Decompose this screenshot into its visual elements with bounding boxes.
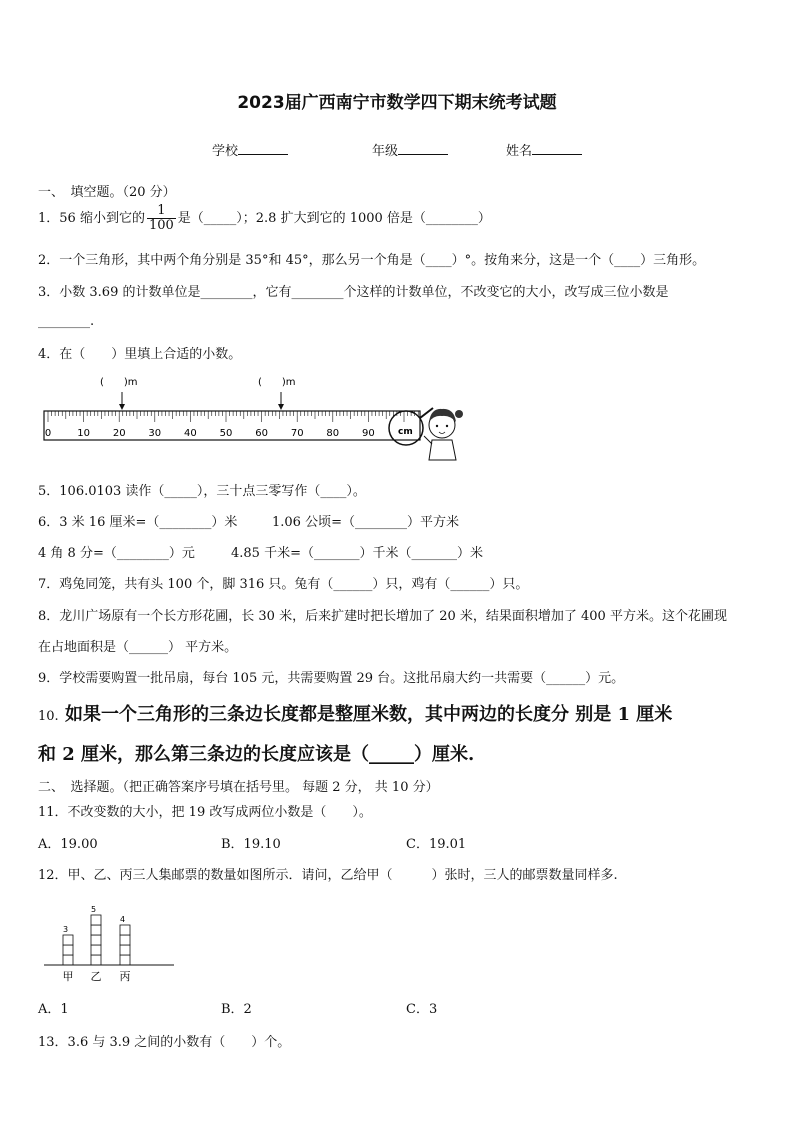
question-3-line-1: 3．小数 3.69 的计数单位是________，它有________个这样的计数单位，不改变它的大小，改写成三位小数是 — [38, 285, 669, 300]
name-field — [506, 140, 582, 159]
chart-bar-unit — [120, 945, 130, 955]
chart-category-label: 甲 — [62, 970, 74, 983]
question-6-a: 6．3 米 16 厘米=（________）米 — [38, 515, 238, 530]
page-title: 2023届广西南宁市数学四下期末统考试题 — [237, 93, 557, 113]
question-10-line-1 — [38, 700, 672, 726]
question-7: 7．鸡兔同笼，共有头 100 个，脚 316 只。兔有（______）只，鸡有（______）只。 — [38, 577, 529, 592]
question-1-part-b: 是（_____）；2.8 扩大到它的 1000 倍是（________） — [177, 211, 491, 226]
chart-bars — [63, 905, 130, 965]
ruler-answer-label-1: ( )m — [100, 377, 138, 388]
chart-bar-unit — [120, 955, 130, 965]
chart-category-label: 乙 — [90, 970, 102, 983]
question-11-option-b[interactable]: B．19.10 — [221, 837, 281, 852]
chart-bar-unit — [63, 955, 73, 965]
question-10-number: 10. — [38, 709, 59, 724]
section-1-heading: 一、 填空题。（20 分） — [38, 185, 176, 200]
question-13: 13．3.6 与 3.9 之间的小数有（ ）个。 — [38, 1035, 291, 1050]
question-11-option-a[interactable]: A．19.00 — [38, 837, 98, 852]
chart-bar-unit — [63, 935, 73, 945]
ruler-tick-label: 0 — [44, 428, 52, 439]
school-label: 学校 — [212, 144, 239, 159]
school-field — [212, 140, 288, 159]
ruler-tick-label: 10 — [77, 428, 90, 439]
grade-blank[interactable] — [398, 140, 448, 155]
question-6-b: 1.06 公顷=（________）平方米 — [272, 515, 459, 530]
ruler-arrow-head-1 — [119, 404, 125, 410]
name-label: 姓名 — [506, 144, 533, 159]
question-11: 11．不改变数的大小，把 19 改写成两位小数是（ ）。 — [38, 805, 372, 820]
question-12: 12．甲、乙、丙三人集邮票的数量如图所示．请问，乙给甲（ ）张时，三人的邮票数量同样多. — [38, 868, 618, 883]
question-10-line-2: 和 2 厘米，那么第三条边的长度应该是（_____）厘米. — [38, 744, 475, 765]
question-6-c: 4 角 8 分=（________）元 — [38, 546, 195, 561]
fraction-denominator: 100 — [148, 218, 174, 233]
school-blank[interactable] — [238, 140, 288, 155]
fraction — [147, 204, 176, 233]
chart-bar — [63, 935, 73, 965]
ruler-tick-label: 20 — [112, 428, 126, 439]
question-6-d: 4.85 千米=（_______）千米（_______）米 — [231, 546, 483, 561]
question-12-option-a[interactable]: A．1 — [38, 1002, 69, 1017]
ruler-unit: cm — [398, 427, 413, 437]
chart-bar — [120, 925, 130, 965]
ruler-arrow-head-2 — [278, 404, 284, 410]
question-2: 2．一个三角形，其中两个角分别是 35°和 45°，那么另一个角是（____）°。按角来分，这是一个（____）三角形。 — [38, 253, 706, 268]
ruler-tick-label: 50 — [219, 428, 233, 439]
chart-bar-unit — [120, 935, 130, 945]
chart-value-label: 3 — [63, 925, 69, 934]
chart-bar-unit — [91, 945, 101, 955]
stamp-chart — [40, 888, 180, 988]
ruler-tick-label: 80 — [326, 428, 340, 439]
ruler-tick-label: 70 — [290, 428, 304, 439]
question-8-line-1: 8．龙川广场原有一个长方形花圃，长 30 米，后来扩建时把长增加了 20 米，结果面积增加了 400 平方米。这个花圃现 — [38, 609, 727, 624]
chart-bar-unit — [91, 955, 101, 965]
ruler-answer-label-2: ( )m — [258, 377, 296, 388]
question-12-option-b[interactable]: B．2 — [221, 1002, 252, 1017]
chart-bar-unit — [91, 925, 101, 935]
grade-label: 年级 — [372, 144, 399, 159]
question-10-text-1: 如果一个三角形的三条边长度都是整厘米数，其中两边的长度分 别是 1 厘米 — [64, 704, 673, 725]
question-12-option-c[interactable]: C．3 — [406, 1002, 438, 1017]
chart-category-label: 丙 — [119, 970, 131, 983]
chart-value-label: 4 — [120, 915, 126, 924]
girl-cartoon-icon — [424, 409, 463, 460]
question-1-part-a: 1．56 缩小到它的 — [38, 211, 145, 226]
chart-labels — [63, 970, 131, 983]
section-2-heading: 二、 选择题。（把正确答案序号填在括号里。 每题 2 分， 共 10 分） — [38, 780, 439, 795]
ruler-tick-label: 60 — [255, 428, 268, 439]
chart-bar-unit — [91, 915, 101, 925]
ruler-tick-label: 40 — [184, 428, 197, 439]
ruler-tick-label: 90 — [362, 428, 375, 439]
question-5: 5．106.0103 读作（_____），三十点三零写作（____）。 — [38, 484, 366, 499]
chart-bar-unit — [120, 925, 130, 935]
grade-field — [372, 140, 448, 159]
fraction-numerator: 1 — [147, 204, 176, 219]
question-8-line-2: 在占地面积是（______） 平方米。 — [38, 640, 238, 655]
chart-bar-unit — [91, 935, 101, 945]
chart-value-label: 5 — [91, 905, 97, 914]
question-3-line-2: ________. — [38, 314, 95, 329]
question-1 — [38, 204, 491, 233]
ruler-tick-label: 30 — [148, 428, 162, 439]
chart-bar — [91, 915, 101, 965]
question-11-option-c[interactable]: C．19.01 — [406, 837, 467, 852]
question-4: 4．在（ ）里填上合适的小数。 — [38, 347, 242, 362]
ruler-figure — [40, 370, 480, 470]
chart-bar-unit — [63, 945, 73, 955]
name-blank[interactable] — [532, 140, 582, 155]
question-9: 9．学校需要购置一批吊扇，每台 105 元，共需要购置 29 台。这批吊扇大约一共需要（______）元。 — [38, 671, 625, 686]
